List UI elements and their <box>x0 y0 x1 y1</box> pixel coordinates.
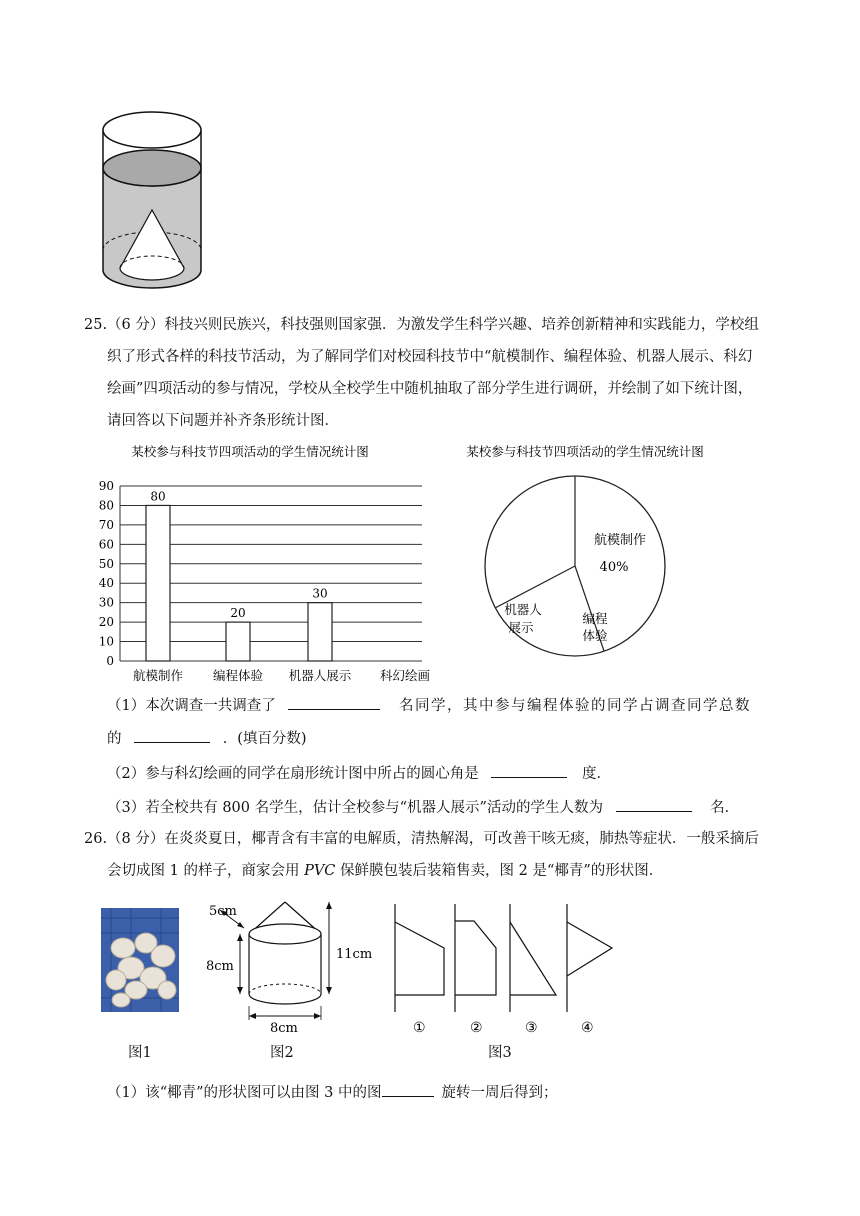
q25-sub3-text: 名． <box>710 800 740 816</box>
bar-data-label: 20 <box>230 606 246 621</box>
answer-blank[interactable] <box>382 1082 434 1097</box>
y-tick-label: 70 <box>98 517 114 532</box>
y-tick-label: 40 <box>98 576 114 591</box>
q25-sub1-text: 名同学，其中参与编程体验的同学占调查同学总数 <box>398 698 751 714</box>
figure3-caption: 图3 <box>488 1045 512 1061</box>
answer-blank[interactable] <box>134 728 210 743</box>
q25-sub1-text: 的 <box>107 731 122 747</box>
pie-label-hangmo-percent: 40% <box>599 560 629 575</box>
q25-sub1-line2 <box>107 728 307 749</box>
q25-sub2-text: 度． <box>581 766 611 782</box>
x-category-label: 机器人展示 <box>288 668 352 683</box>
q25-sub2 <box>107 763 611 784</box>
y-tick-label: 0 <box>106 654 114 668</box>
bar-data-label: 80 <box>150 489 166 504</box>
q25-sub1-line1 <box>107 695 751 716</box>
pie-label-biancheng: 编程 <box>582 611 608 626</box>
figure1-caption: 图1 <box>128 1045 152 1061</box>
figure3-diagram <box>388 902 628 1037</box>
bar-chart-title: 某校参与科技节四项活动的学生情况统计图 <box>131 444 369 459</box>
figure2-label-width: 8cm <box>270 1021 298 1036</box>
figure2-label-height-left: 8cm <box>206 959 234 974</box>
x-category-label: 航模制作 <box>132 668 184 683</box>
q26-line-1: 26.（8 分）在炎炎夏日，椰青含有丰富的电解质，清热解渴，可改善干咳无痰，肺热等症状．一般采摘后 <box>84 831 759 847</box>
figure3-label-3: ③ <box>525 1020 538 1036</box>
q26-line2-text: 会切成图 1 的样子，商家会用 <box>107 863 305 879</box>
q25-sub3-text: （3）若全校共有 800 名学生，估计全校参与“机器人展示”活动的学生人数为 <box>107 800 603 816</box>
bar <box>308 603 332 661</box>
x-category-label: 科幻绘画 <box>379 668 431 683</box>
bar <box>226 622 250 661</box>
pie-label-hangmo: 航模制作 <box>593 533 647 548</box>
pie-label-jiqiren: 展示 <box>508 620 534 635</box>
x-category-label: 编程体验 <box>212 668 264 683</box>
figure2-label-height-right: 11cm <box>336 947 373 962</box>
figure2-caption: 图2 <box>270 1045 294 1061</box>
q26-sub1 <box>107 1082 558 1103</box>
q25-line-3: 绘画”四项活动的参与情况，学校从全校学生中随机抽取了部分学生进行调研，并绘制了如下统计图， <box>107 381 753 397</box>
q26-line-2 <box>107 861 663 881</box>
cylinder-cone-figure <box>95 110 210 300</box>
answer-blank[interactable] <box>616 797 692 812</box>
answer-blank[interactable] <box>491 763 567 778</box>
pie-chart <box>440 440 750 670</box>
figure3-label-2: ② <box>470 1020 483 1036</box>
answer-blank[interactable] <box>288 695 380 710</box>
figure2-label-slant: 5cm <box>209 904 237 919</box>
y-tick-label: 80 <box>98 498 114 513</box>
q26-sub1-text: （1）该“椰青”的形状图可以由图 3 中的图 <box>107 1085 382 1101</box>
q26-line2-pvc: PVC <box>304 863 336 879</box>
bar-data-label: 30 <box>312 586 328 601</box>
q25-sub3 <box>107 797 739 818</box>
bar-chart <box>90 440 450 690</box>
q25-line-2: 织了形式各样的科技节活动，为了解同学们对校园科技节中“航模制作、编程体验、机器人展示、科幻 <box>107 349 753 365</box>
pie-chart-title: 某校参与科技节四项活动的学生情况统计图 <box>466 444 704 459</box>
y-tick-label: 90 <box>98 479 114 493</box>
y-tick-label: 20 <box>98 615 114 630</box>
q26-sub1-text: 旋转一周后得到； <box>441 1085 558 1101</box>
pie-label-jiqiren: 机器人 <box>504 602 542 617</box>
figure2-diagram <box>200 898 380 1038</box>
q25-sub1-text: ．(填百分数) <box>222 731 307 747</box>
q25-line-1: 25.（6 分）科技兴则民族兴，科技强则国家强．为激发学生科学兴趣、培养创新精神和实践能力，学校组 <box>84 317 759 333</box>
figure3-label-1: ① <box>413 1020 426 1036</box>
figure1-photo <box>101 908 179 1012</box>
y-tick-label: 10 <box>98 634 114 649</box>
y-tick-label: 60 <box>98 537 114 552</box>
q25-line-4: 请回答以下问题并补齐条形统计图． <box>107 413 339 429</box>
bar <box>146 505 170 661</box>
q25-sub1-text: （1）本次调查一共调查了 <box>107 698 276 714</box>
q25-sub2-text: （2）参与科幻绘画的同学在扇形统计图中所占的圆心角是 <box>107 766 479 782</box>
figure3-label-4: ④ <box>581 1020 594 1036</box>
y-tick-label: 50 <box>98 556 114 571</box>
y-tick-label: 30 <box>98 595 114 610</box>
pie-label-biancheng: 体验 <box>582 628 608 643</box>
q26-line2-text: 保鲜膜包装后装箱售卖，图 2 是“椰青”的形状图． <box>335 863 664 879</box>
